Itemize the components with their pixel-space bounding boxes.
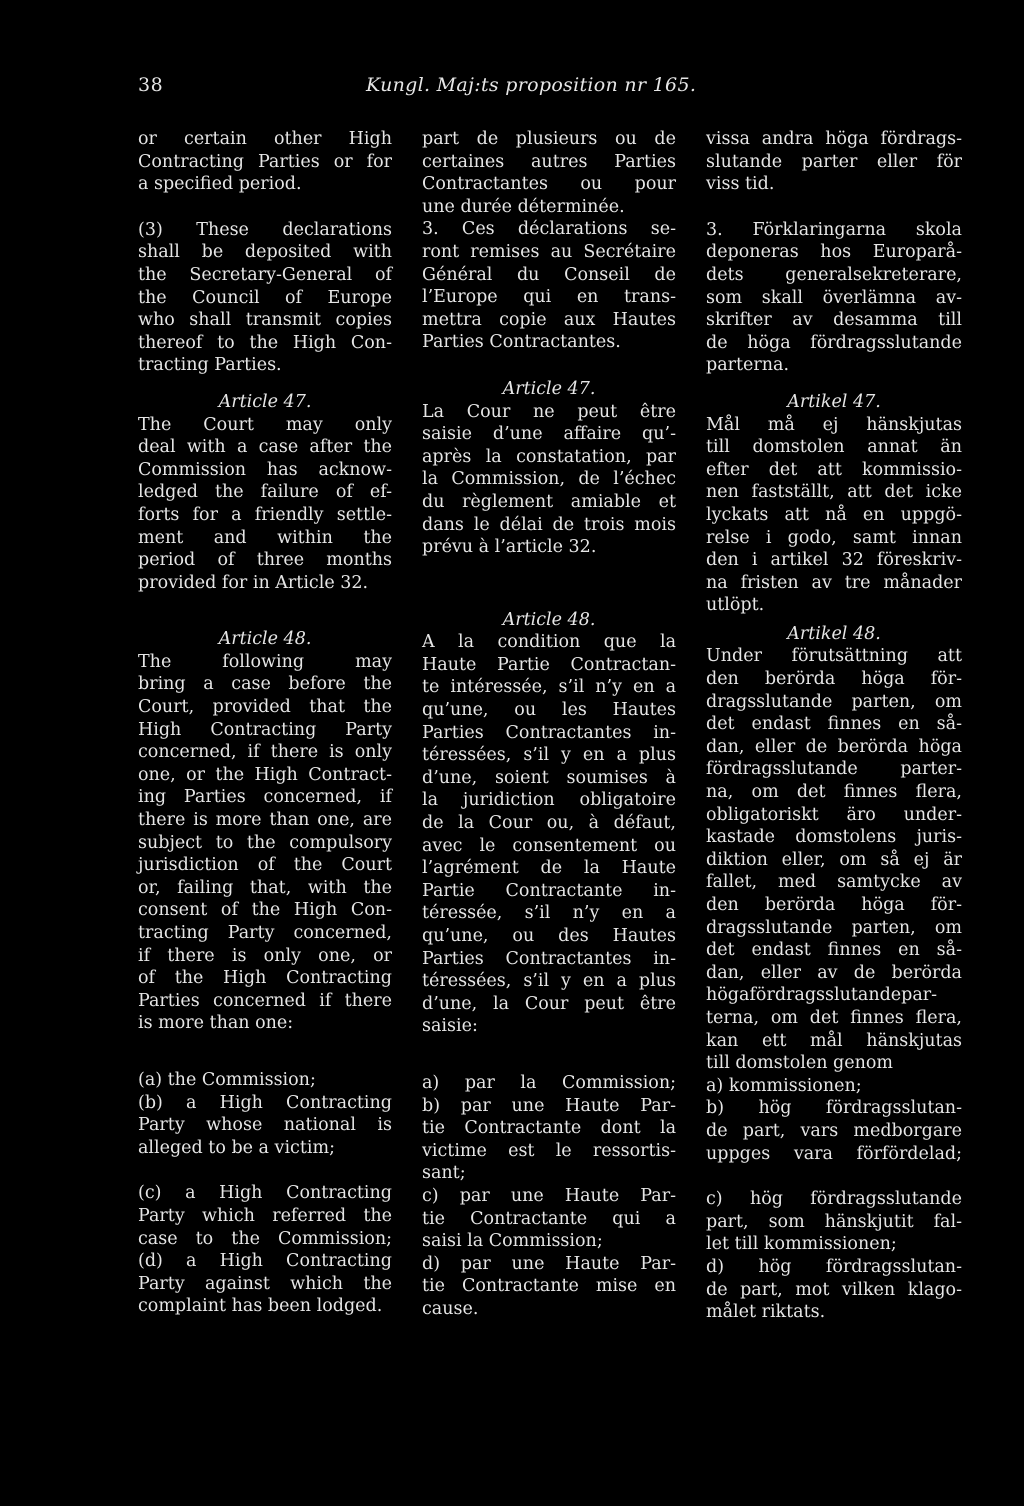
text-line: Général du Conseil de — [422, 264, 676, 285]
text-line: deal with a case after the — [138, 437, 392, 458]
text-line: High Contracting Party — [138, 719, 392, 740]
text-line: (a) the Commission; — [138, 1069, 316, 1090]
text-line: (c) a High Contracting — [138, 1183, 392, 1204]
text-line: d) par une Haute Par- — [422, 1253, 676, 1274]
text-line: målet riktats. — [706, 1302, 826, 1323]
text-line: bring a case before the — [138, 674, 392, 695]
text-line: a) kommissionen; — [706, 1075, 862, 1096]
text-line: part de plusieurs ou de — [422, 129, 676, 149]
paragraph-spacer — [422, 559, 676, 609]
text-line: provided for in Article 32. — [138, 572, 369, 593]
text-line: Parties concerned if there — [138, 990, 392, 1011]
paragraph-spacer — [138, 196, 392, 219]
text-line: du règlement amiable et — [422, 491, 676, 512]
text-line: deponeras hos Europarå- — [706, 242, 962, 263]
text-line: (3) These declarations — [138, 219, 392, 240]
text-line: saisi la Commission; — [422, 1231, 603, 1252]
text-line: complaint has been lodged. — [138, 1296, 383, 1317]
english-column — [138, 128, 392, 1318]
text-line: Under förutsättning att — [706, 646, 962, 667]
text-line: d’une, soient soumises à — [422, 767, 676, 788]
text-line: obligatoriskt äro under- — [706, 804, 962, 825]
text-line: one, or the High Contract- — [138, 764, 392, 785]
text-line: dragsslutande parten, om — [706, 691, 962, 712]
text-line: sant; — [422, 1163, 466, 1184]
text-line: part, som hänskjutit fal- — [706, 1211, 962, 1232]
text-line: te intéressée, s’il n’y en a — [422, 677, 676, 698]
paragraph-spacer — [422, 354, 676, 378]
text-line: case to the Commission; — [138, 1228, 392, 1249]
paragraph-spacer — [422, 1038, 676, 1072]
text-line: saisie d’une affaire qu’- — [422, 424, 676, 445]
text-line: Party whose national is — [138, 1115, 392, 1136]
text-line: qu’une, ou des Hautes — [422, 926, 676, 946]
text-line: Parties Contractantes in- — [422, 722, 676, 743]
text-line: skrifter av desamma till — [706, 310, 962, 331]
text-line: téressées, s’il y en a plus — [422, 971, 676, 992]
text-line: d’une, la Cour peut être — [422, 993, 676, 1014]
text-line: till domstolen genom — [706, 1053, 894, 1074]
text-line: Mål må ej hänskjutas — [706, 414, 962, 435]
text-line: The following may — [138, 651, 392, 672]
text-line: den i artikel 32 föreskriv- — [706, 550, 962, 571]
text-line: tracting Party concerned, — [138, 923, 392, 943]
text-line: subject to the compulsory — [138, 832, 392, 853]
text-line: kan ett mål hänskjutas — [706, 1030, 962, 1051]
running-title: Kungl. Maj:ts proposition nr 165. — [366, 74, 697, 96]
text-line: ledged the failure of ef- — [138, 482, 392, 503]
paragraph-spacer — [706, 377, 962, 391]
text-line: efter det att kommissio- — [706, 459, 962, 480]
text-line: 3. Ces déclarations se- — [422, 219, 676, 240]
text-line: cause. — [422, 1298, 479, 1319]
text-line: ront remises au Secrétaire — [422, 241, 676, 262]
page-header — [138, 74, 1004, 104]
text-line: or certain other High — [138, 129, 392, 149]
text-line: Court, provided that the — [138, 697, 392, 718]
text-line: b) par une Haute Par- — [422, 1095, 676, 1116]
text-line: a) par la Commission; — [422, 1072, 676, 1093]
text-line: uppges vara förfördelad; — [706, 1143, 962, 1164]
text-line: La Cour ne peut être — [422, 401, 676, 422]
text-line: who shall transmit copies — [138, 310, 392, 331]
text-line: de part, mot vilken klago- — [706, 1279, 962, 1300]
text-line: téressées, s’il y en a plus — [422, 745, 676, 766]
text-line: shall be deposited with — [138, 242, 392, 263]
paragraph-spacer — [706, 1165, 962, 1188]
text-line: 3. Förklaringarna skola — [706, 219, 962, 240]
text-line: period of three months — [138, 550, 392, 571]
text-line: Parties Contractantes in- — [422, 948, 676, 969]
text-line: tie Contractante dont la — [422, 1118, 676, 1139]
text-line: lyckats att nå en uppgö- — [706, 504, 962, 525]
text-line: fallet, med samtycke av — [706, 872, 962, 893]
text-line: qu’une, ou les Hautes — [422, 700, 676, 721]
text-line: ing Parties concerned, if — [138, 787, 392, 808]
text-line: prévu à l’article 32. — [422, 537, 597, 558]
text-line: Party against which the — [138, 1273, 392, 1294]
text-line: consent of the High Con- — [138, 900, 392, 921]
text-line: A la condition que la — [422, 632, 676, 653]
text-line: or, failing that, with the — [138, 877, 392, 898]
text-line: Contracting Parties or for — [138, 151, 392, 172]
article-heading: Article 48. — [218, 629, 312, 650]
text-line: Partie Contractante in- — [422, 880, 676, 901]
text-line: l’Europe qui en trans- — [422, 287, 676, 308]
text-line: téressée, s’il n’y en a — [422, 903, 676, 924]
text-line: a specified period. — [138, 174, 302, 195]
text-line: dragsslutande parten, om — [706, 917, 962, 938]
text-line: det endast finnes en så- — [706, 940, 962, 961]
text-line: the Secretary-General of — [138, 264, 392, 285]
text-line: slutande parter eller för — [706, 151, 962, 172]
text-line: tracting Parties. — [138, 355, 282, 376]
text-line: viss tid. — [706, 174, 775, 195]
text-line: la juridiction obligatoire — [422, 790, 676, 811]
text-line: avec le consentement ou — [422, 835, 676, 856]
text-line: ment and within the — [138, 527, 392, 548]
text-line: na fristen av tre månader — [706, 572, 962, 593]
paragraph-spacer — [138, 377, 392, 391]
text-line: fördragsslutande parter- — [706, 759, 962, 780]
text-line: dets generalsekreterare, — [706, 264, 962, 285]
text-line: tie Contractante mise en — [422, 1276, 676, 1297]
text-line: nen fastställt, att det icke — [706, 482, 962, 503]
text-line: b) hög fördragsslutan- — [706, 1098, 962, 1119]
text-line: l’agrément de la Haute — [422, 858, 676, 879]
text-line: den berörda höga för- — [706, 669, 962, 690]
article-heading: Artikel 47. — [787, 391, 881, 412]
text-line: vissa andra höga fördrags- — [706, 129, 962, 149]
text-line: thereof to the High Con- — [138, 332, 392, 353]
text-line: Contractantes ou pour — [422, 174, 676, 195]
text-line: saisie: — [422, 1016, 478, 1037]
text-line: The Court may only — [138, 414, 392, 435]
text-line: une durée déterminée. — [422, 196, 625, 217]
text-line: après la constatation, par — [422, 446, 676, 467]
text-line: concerned, if there is only — [138, 742, 392, 763]
text-line: högafördragsslutandepar- — [706, 985, 938, 1006]
text-line: there is more than one, are — [138, 810, 392, 831]
text-line: Parties Contractantes. — [422, 332, 621, 353]
text-line: let till kommissionen; — [706, 1234, 897, 1255]
text-line: d) hög fördragsslutan- — [706, 1256, 962, 1277]
paragraph-spacer — [138, 1159, 392, 1182]
article-heading: Article 48. — [502, 609, 596, 630]
text-line: parterna. — [706, 355, 790, 376]
text-line: c) par une Haute Par- — [422, 1185, 676, 1206]
text-line: of the High Contracting — [138, 968, 392, 989]
text-line: forts for a friendly settle- — [138, 504, 392, 525]
text-line: c) hög fördragsslutande — [706, 1189, 962, 1210]
text-line: dans le délai de trois mois — [422, 514, 676, 535]
text-line: till domstolen annat än — [706, 437, 962, 458]
text-line: Commission has acknow- — [138, 459, 392, 480]
text-line: certaines autres Parties — [422, 151, 676, 172]
text-line: mettra copie aux Hautes — [422, 309, 676, 330]
swedish-column — [706, 128, 962, 1324]
text-line: det endast finnes en så- — [706, 714, 962, 735]
text-line: Party which referred the — [138, 1205, 392, 1226]
text-line: kastade domstolens juris- — [706, 827, 962, 848]
text-line: Haute Partie Contractan- — [422, 654, 676, 675]
text-line: diktion eller, om så ej är — [706, 849, 962, 870]
article-heading: Article 47. — [502, 378, 596, 399]
paragraph-spacer — [706, 196, 962, 219]
text-line: (b) a High Contracting — [138, 1092, 392, 1113]
paragraph-spacer — [138, 1035, 392, 1069]
text-line: dan, eller av de berörda — [706, 962, 962, 983]
text-line: the Council of Europe — [138, 287, 392, 308]
text-line: tie Contractante qui a — [422, 1208, 676, 1229]
text-line: terna, om det finnes flera, — [706, 1007, 962, 1028]
text-line: den berörda höga för- — [706, 895, 962, 915]
text-line: alleged to be a victim; — [138, 1137, 335, 1158]
page-number: 38 — [138, 74, 164, 96]
french-column — [422, 128, 676, 1321]
text-line: is more than one: — [138, 1013, 294, 1034]
text-line: som skall överlämna av- — [706, 287, 962, 308]
text-line: de la Cour ou, à défaut, — [422, 813, 676, 834]
article-heading: Article 47. — [218, 391, 312, 412]
text-line: victime est le ressortis- — [422, 1140, 676, 1161]
text-line: na, om det finnes flera, — [706, 782, 962, 803]
text-line: de höga fördragsslutande — [706, 332, 962, 353]
text-line: relse i godo, samt innan — [706, 527, 962, 548]
text-line: if there is only one, or — [138, 945, 392, 966]
text-line: de part, vars medborgare — [706, 1120, 962, 1141]
article-heading: Artikel 48. — [787, 623, 881, 644]
text-line: (d) a High Contracting — [138, 1251, 392, 1272]
text-line: la Commission, de l’échec — [422, 469, 676, 490]
text-line: dan, eller de berörda höga — [706, 736, 962, 757]
text-line: utlöpt. — [706, 595, 765, 616]
paragraph-spacer — [138, 594, 392, 628]
text-line: jurisdiction of the Court — [138, 855, 392, 876]
